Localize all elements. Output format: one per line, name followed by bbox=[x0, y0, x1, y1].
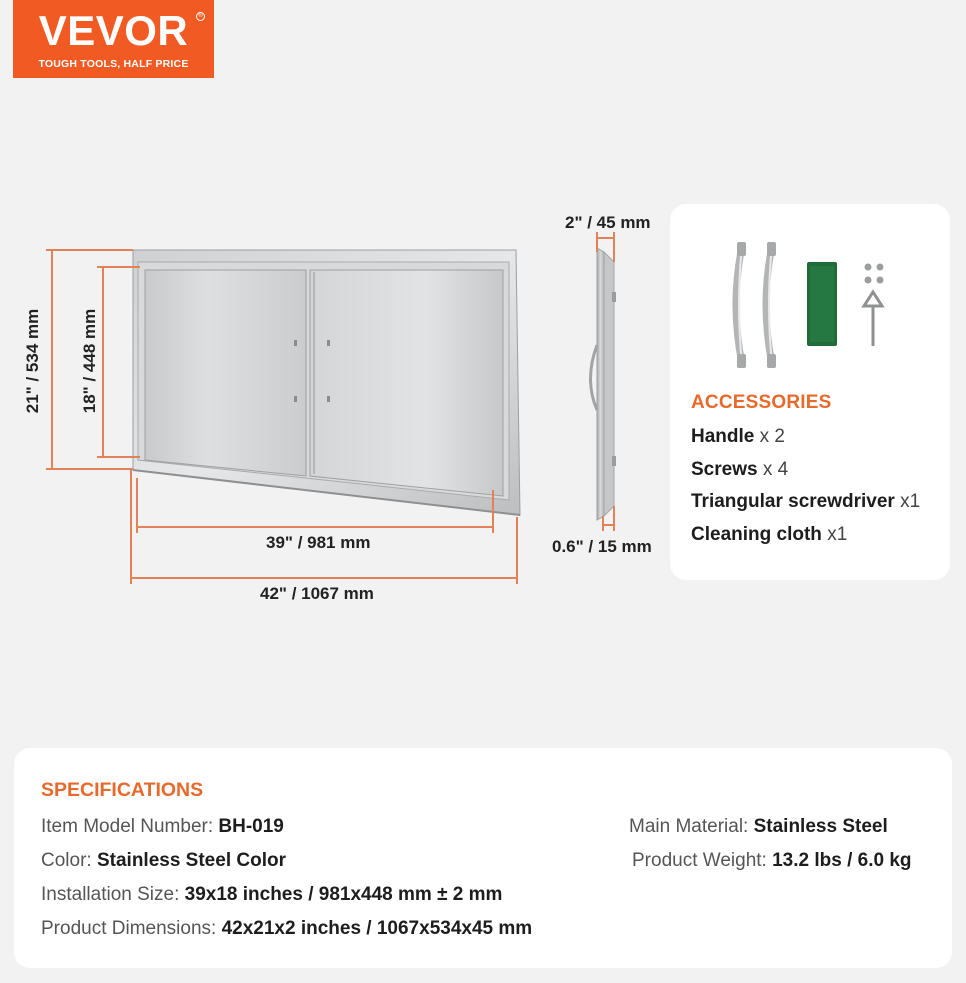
spec-weight bbox=[632, 850, 912, 872]
accessory-item bbox=[691, 521, 920, 554]
handle-icon bbox=[766, 242, 776, 368]
spec-color bbox=[41, 850, 286, 872]
accessories-card bbox=[670, 204, 950, 580]
spec-value: BH-019 bbox=[218, 816, 284, 837]
accessories-list bbox=[691, 423, 920, 553]
spec-installation-size bbox=[41, 884, 502, 906]
spec-value: Stainless Steel Color bbox=[96, 850, 286, 871]
spec-key: Item Model Number: bbox=[41, 816, 219, 837]
cleaning-cloth-icon bbox=[807, 262, 837, 346]
spec-value: Stainless Steel bbox=[753, 816, 888, 837]
specifications-card bbox=[14, 748, 952, 968]
spec-key: Product Dimensions: bbox=[41, 918, 222, 939]
accessory-qty: x 2 bbox=[759, 426, 785, 447]
spec-key: Main Material: bbox=[629, 816, 754, 837]
screwdriver-icon bbox=[864, 292, 882, 346]
accessory-name: Triangular screwdriver bbox=[691, 491, 895, 512]
spec-value: 39x18 inches / 981x448 mm ± 2 mm bbox=[184, 884, 503, 905]
spec-key: Product Weight: bbox=[632, 850, 773, 871]
accessory-item bbox=[691, 423, 920, 456]
accessory-item bbox=[691, 488, 920, 521]
screws-icon bbox=[865, 264, 884, 284]
right-door-panel bbox=[310, 270, 503, 496]
outer-height-label: 21" / 534 mm bbox=[23, 308, 43, 414]
accessories-title: ACCESSORIES bbox=[691, 392, 832, 413]
accessory-qty: x 4 bbox=[762, 458, 789, 480]
specifications-title: SPECIFICATIONS bbox=[41, 779, 204, 801]
spec-value: 42x21x2 inches / 1067x534x45 mm bbox=[221, 918, 533, 939]
accessory-name: Screws bbox=[691, 458, 758, 480]
logo-name: VEVOR bbox=[38, 7, 189, 54]
door-side-profile bbox=[591, 248, 617, 520]
left-door-panel bbox=[145, 270, 306, 476]
logo-slogan: TOUGH TOOLS, HALF PRICE bbox=[38, 58, 189, 70]
registered-mark: ® bbox=[196, 12, 205, 21]
inner-width-label: 39" / 981 mm bbox=[266, 533, 371, 552]
spec-key: Installation Size: bbox=[41, 884, 185, 905]
spec-key: Color: bbox=[41, 850, 97, 871]
accessory-name: Handle bbox=[691, 426, 755, 447]
accessory-item bbox=[691, 456, 920, 489]
accessory-qty: x1 bbox=[827, 523, 848, 545]
accessory-qty: x1 bbox=[900, 491, 921, 512]
spec-material bbox=[629, 816, 888, 838]
accessory-name: Cleaning cloth bbox=[691, 523, 822, 545]
accessories-illustration bbox=[670, 234, 950, 374]
inner-height-label: 18" / 448 mm bbox=[80, 308, 100, 414]
spec-model bbox=[41, 816, 284, 838]
handle-icon bbox=[736, 242, 746, 368]
door-dimension-drawing bbox=[0, 190, 680, 620]
flange-label: 0.6" / 15 mm bbox=[552, 537, 652, 556]
vevor-logo bbox=[13, 0, 214, 78]
spec-value: 13.2 lbs / 6.0 kg bbox=[772, 850, 912, 871]
depth-label: 2" / 45 mm bbox=[565, 213, 651, 232]
spec-product-dimensions bbox=[41, 918, 532, 940]
outer-width-label: 42" / 1067 mm bbox=[260, 584, 374, 603]
